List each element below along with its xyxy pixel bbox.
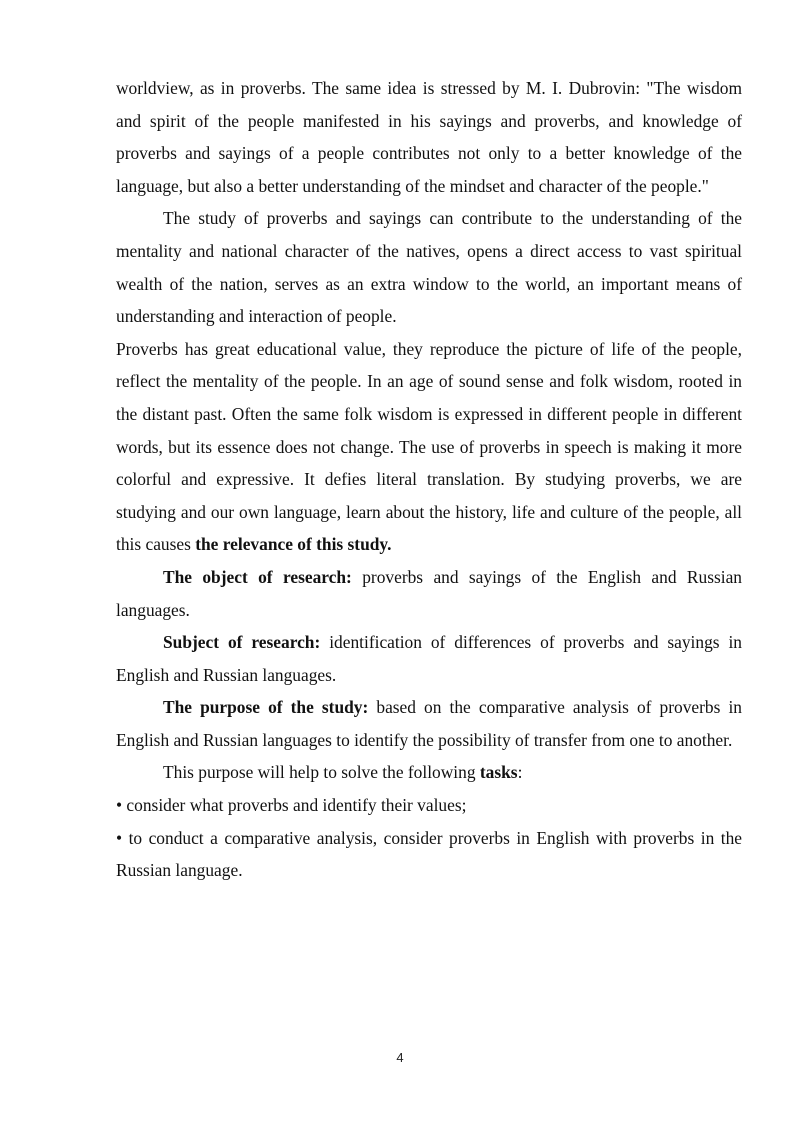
subject-label: Subject of research: bbox=[163, 632, 321, 653]
tasks-colon: : bbox=[517, 762, 523, 783]
paragraph-tasks-intro bbox=[116, 756, 742, 789]
paragraph-subject bbox=[116, 626, 742, 691]
tasks-bold: tasks bbox=[479, 762, 518, 783]
relevance-bold: the relevance of this study. bbox=[195, 534, 392, 555]
relevance-text: Proverbs has great educational value, they reproduce the picture of life of the people, reflect the mentality of the people. In an age of sound sense and folk wisdom, rooted in the distant past. Often the same folk wisdom is expressed in different people in different words, but its essence does not change. The use of proverbs in speech is making it more colorful and expressive. It defies literal translation. By studying proverbs, we are studying and our own language, learn about the history, life and culture of the people, all this causes bbox=[116, 338, 742, 555]
paragraph-object bbox=[116, 561, 742, 626]
paragraph-study-value: The study of proverbs and sayings can contribute to the understanding of the mentality and national character of the natives, opens a direct access to vast spiritual wealth of the nation, serves as an extra window to the world, an important means of understanding and interaction of people. bbox=[116, 208, 742, 327]
paragraph-relevance bbox=[116, 333, 742, 561]
purpose-text: based on the comparative analysis of proverbs in English and Russian languages to identify the possibility of transfer from one to another. bbox=[116, 697, 742, 750]
tasks-intro-text: This purpose will help to solve the following bbox=[163, 762, 480, 783]
object-text: proverbs and sayings of the English and Russian languages. bbox=[116, 566, 742, 620]
page-number: 4 bbox=[396, 1050, 404, 1065]
document-body bbox=[116, 72, 742, 887]
object-label: The object of research: bbox=[163, 566, 352, 587]
task-bullet-2: • to conduct a comparative analysis, consider proverbs in English with proverbs in the Russian language. bbox=[116, 827, 742, 881]
paragraph-purpose bbox=[116, 691, 742, 756]
purpose-label: The purpose of the study: bbox=[163, 697, 369, 718]
subject-text: identification of differences of proverbs and sayings in English and Russian languages. bbox=[116, 632, 743, 685]
paragraph-dubrovin-quote: worldview, as in proverbs. The same idea is stressed by M. I. Dubrovin: "The wisdom and spirit of the people manifested in his sayings and proverbs, and knowledge of proverbs and sayings of a people contributes not only to a better knowledge of the language, but also a better understanding of the mindset and character of the people." bbox=[116, 78, 742, 196]
task-bullet-1: • consider what proverbs and identify their values; bbox=[116, 795, 467, 816]
